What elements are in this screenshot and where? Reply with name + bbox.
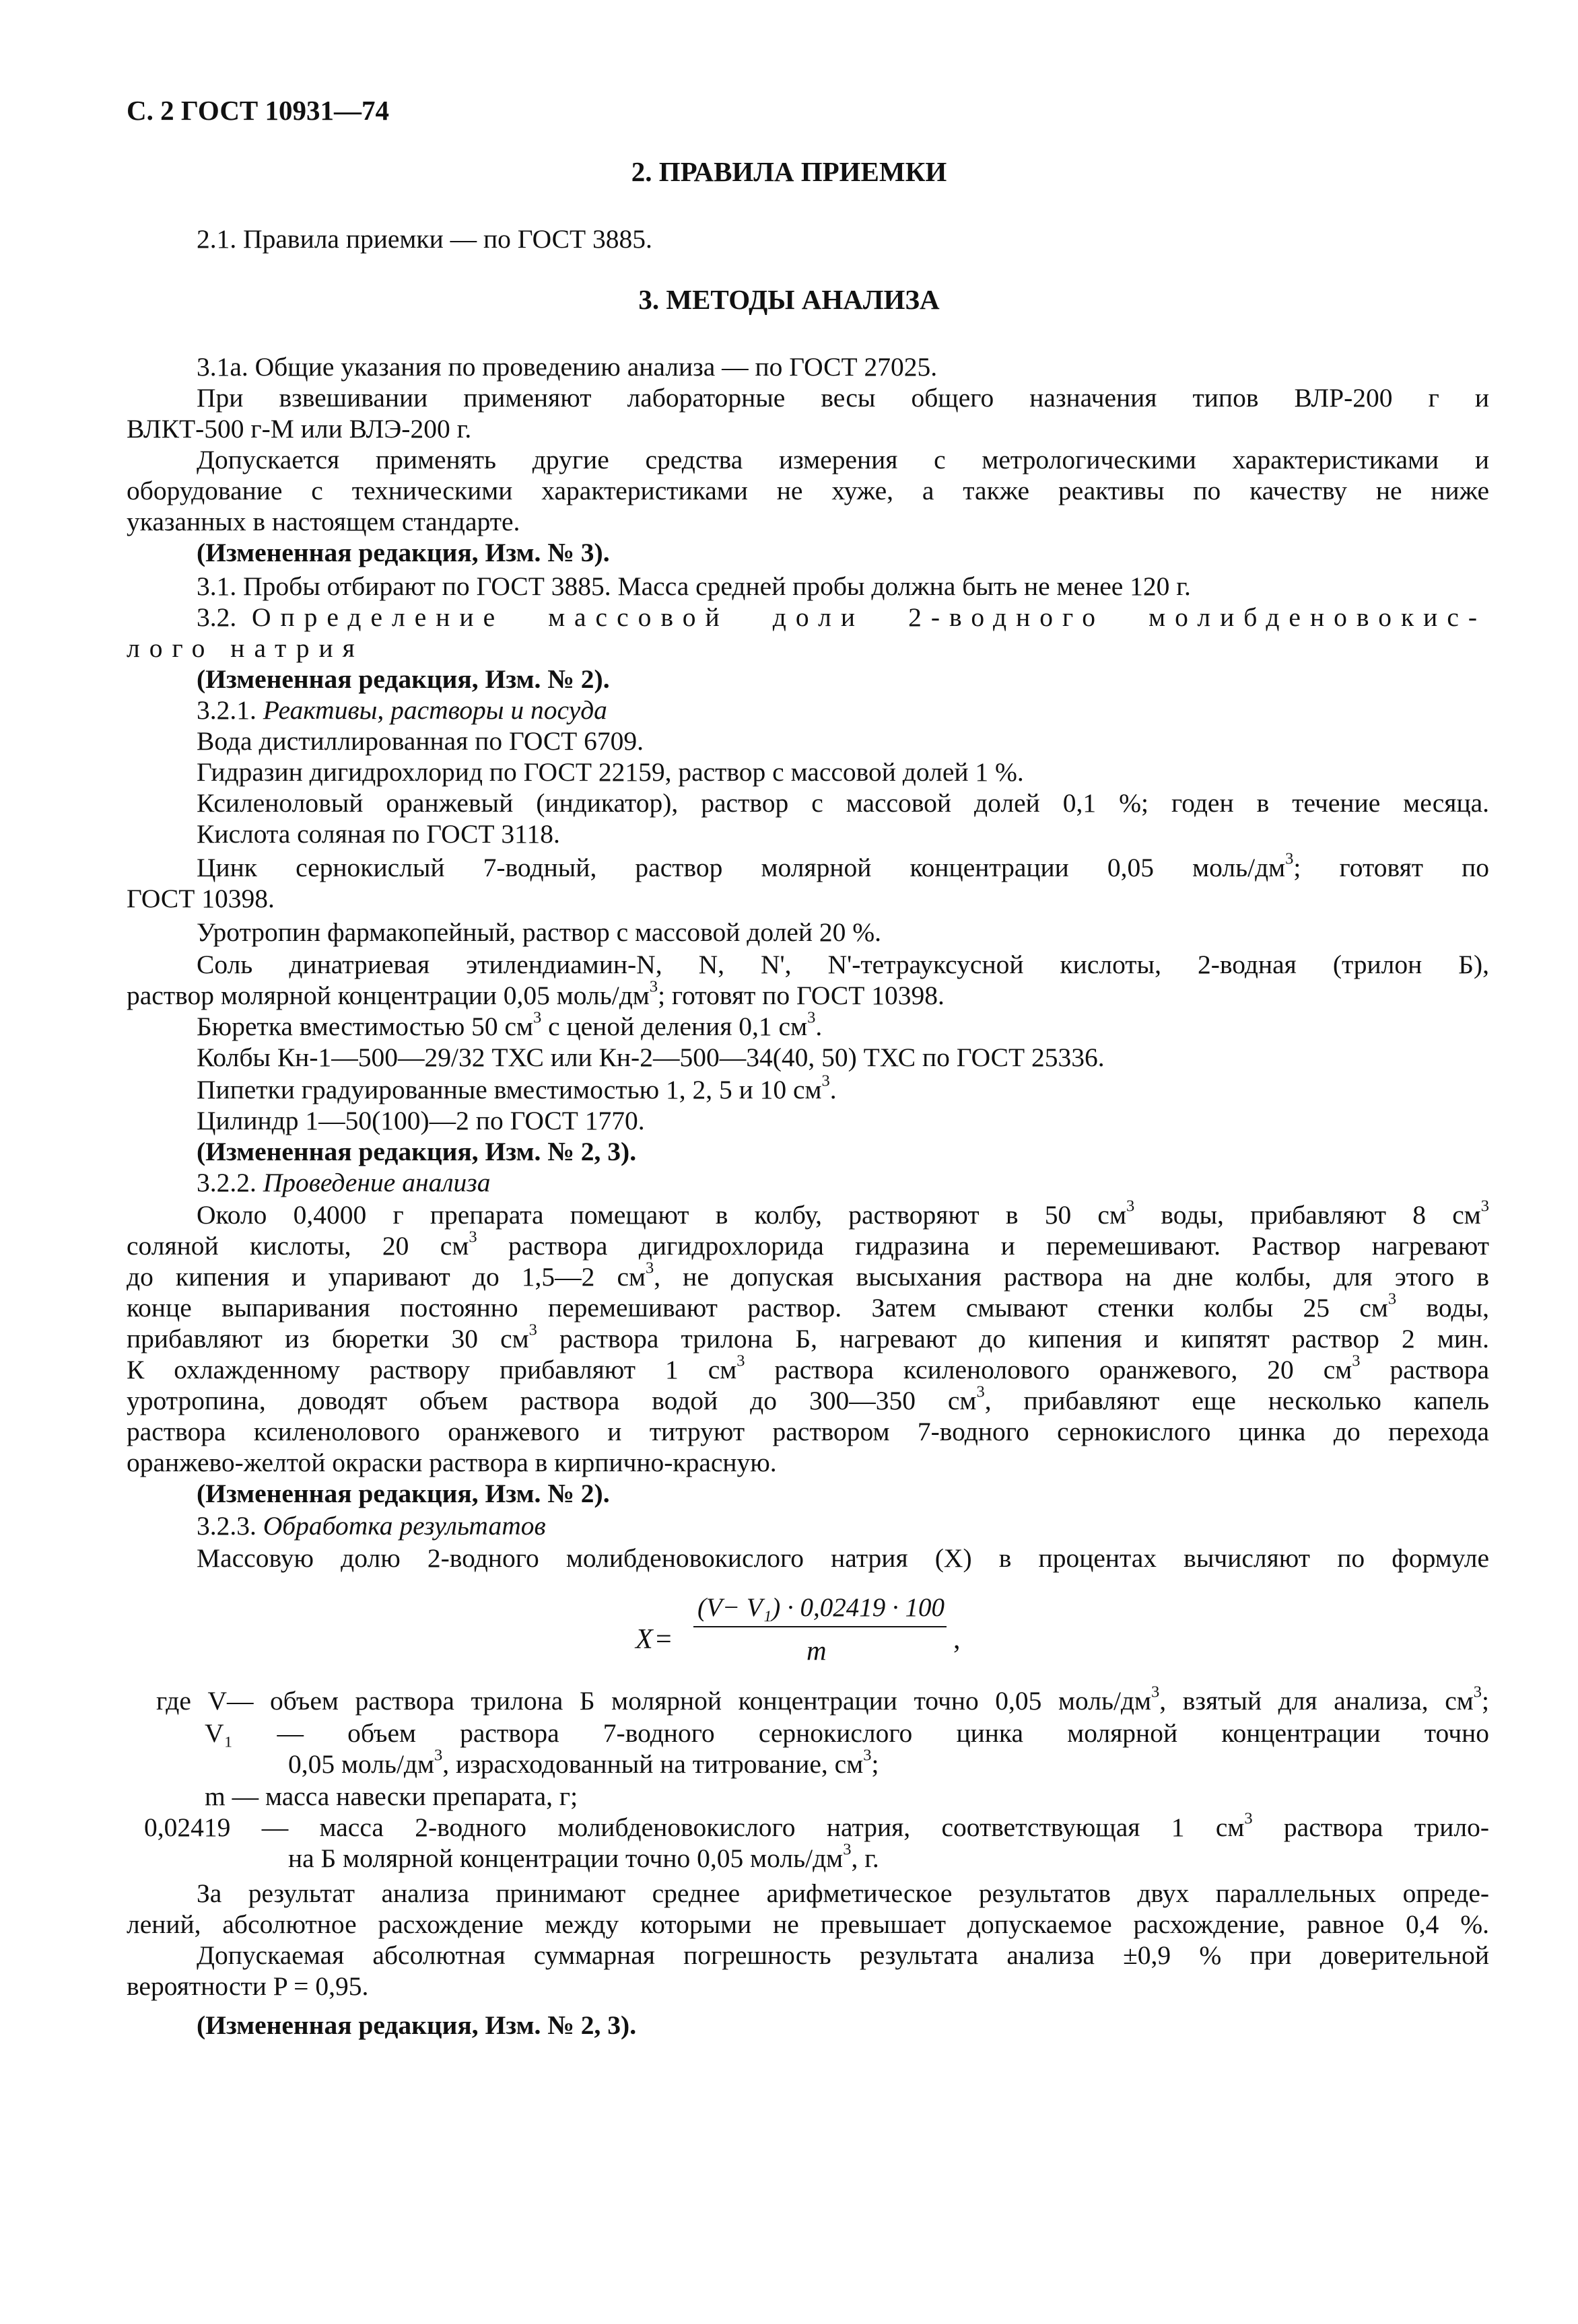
clause-subtitle: Проведение анализа (263, 1168, 491, 1197)
clause-3-2-number: 3.2. (197, 602, 237, 632)
formula (626, 1592, 1003, 1687)
text-segment: где V— объем раствора трилона Б молярной концентрации точно 0,05 моль/дм (156, 1686, 1152, 1716)
reagent-trilon-line-1: Соль динатриевая этилендиамин-N, N, N', N'-тетрауксусной кислоты, 2-водная (трилон Б), (197, 950, 1489, 979)
text-segment: Пипетки градуированные вместимостью 1, 2, 5 и 10 см (197, 1075, 822, 1104)
text-segment: Бюретка вместимостью 50 см (197, 1012, 533, 1041)
superscript: 3 (843, 1840, 852, 1859)
page-header: С. 2 ГОСТ 10931—74 (127, 95, 390, 126)
superscript: 3 (1352, 1351, 1361, 1370)
superscript: 3 (646, 1259, 654, 1277)
text-segment: ; готовят по ГОСТ 10398. (658, 981, 945, 1010)
reagent-trilon-line-2 (127, 977, 945, 1011)
text-segment: конце выпаривания постоянно перемешивают раствор. Затем смывают стенки колбы 25 см (127, 1293, 1388, 1323)
text-segment: раствора трило- (1252, 1812, 1489, 1842)
text-segment: с ценой деления 0,1 см (541, 1012, 808, 1041)
formula-comma: , (953, 1624, 961, 1655)
superscript: 3 (821, 1071, 830, 1090)
formula-lhs: X (636, 1624, 653, 1655)
where-line-3 (288, 1746, 879, 1780)
superscript: 3 (649, 977, 658, 996)
clause-subtitle: Реактивы, растворы и посуда (263, 695, 607, 725)
text-segment: ; (871, 1749, 879, 1779)
superscript: 3 (1126, 1197, 1135, 1216)
revision-note: (Измененная редакция, Изм. № 2). (197, 1479, 610, 1508)
clause-3-2-title-line-2: лого натрия (127, 633, 364, 663)
weighing-line-1: При взвешивании применяют лабораторные весы общего назначения типов ВЛР-200 г и (197, 383, 1489, 413)
section-3-title: 3. МЕТОДЫ АНАЛИЗА (638, 284, 940, 315)
text-segment: , прибавляют еще несколько капель (984, 1386, 1489, 1415)
analysis-line-3 (127, 1261, 1489, 1292)
result-line-2: лений, абсолютное расхождение между которыми не превышает допускаемое расхождение, равное 0,4 %. (127, 1909, 1489, 1939)
text-segment: соляной кислоты, 20 см (127, 1231, 469, 1261)
superscript: 3 (528, 1321, 537, 1339)
superscript: 3 (533, 1008, 542, 1027)
clause-3-2-3 (197, 1510, 546, 1541)
text-segment: раствора ксиленолового оранжевого, 20 см (745, 1355, 1352, 1384)
where-line-1 (156, 1685, 1489, 1716)
text-segment: ; готовят по (1293, 853, 1489, 882)
superscript: 3 (1151, 1683, 1160, 1701)
analysis-line-4 (127, 1292, 1489, 1323)
clause-3-1a: 3.1а. Общие указания по проведению анализа — по ГОСТ 27025. (197, 352, 938, 382)
text-segment: . (829, 1075, 837, 1104)
formula-equals: = (656, 1624, 672, 1655)
text-segment: Около 0,4000 г препарата помещают в колбу, растворяют в 50 см (197, 1200, 1126, 1230)
analysis-line-9: оранжево-желтой окраски раствора в кирпично-красную. (127, 1448, 777, 1477)
where-line-4: m — масса навески препарата, г; (205, 1782, 578, 1811)
text-segment: раствор молярной концентрации 0,05 моль/дм (127, 981, 650, 1010)
text-segment: 0,02419 — масса 2-водного молибденовокислого натрия, соответствующая 1 см (144, 1812, 1245, 1842)
formula-numerator: (V− V₁) · 0,02419 · 100 (697, 1593, 945, 1622)
text-segment: , израсходованный на титрование, см (442, 1749, 864, 1779)
allowance-line-1: Допускается применять другие средства измерения с метрологическими характеристиками и (197, 445, 1489, 474)
superscript: 3 (434, 1746, 443, 1765)
text-segment: раствора дигидрохлорида гидразина и перемешивают. Раствор нагревают (477, 1231, 1489, 1261)
fraction-bar (693, 1626, 947, 1627)
reagent-water: Вода дистиллированная по ГОСТ 6709. (197, 726, 644, 756)
formula-denominator: m (807, 1635, 827, 1666)
superscript: 3 (976, 1382, 985, 1401)
superscript: 3 (469, 1228, 477, 1246)
clause-subtitle: Обработка результатов (263, 1511, 546, 1541)
text-segment: до кипения и упаривают до 1,5—2 см (127, 1262, 646, 1292)
analysis-line-1 (197, 1199, 1489, 1230)
text-segment: раствора трилона Б, нагревают до кипения и кипятят раствор 2 мин. (537, 1324, 1489, 1353)
equipment-flasks: Колбы Кн-1—500—29/32 ТХС или Кн-2—500—34(40, 50) ТХС по ГОСТ 25336. (197, 1043, 1105, 1072)
analysis-line-7 (127, 1382, 1489, 1416)
equipment-burette (197, 1008, 823, 1042)
result-line-1: За результат анализа принимают среднее арифметическое результатов двух параллельных опреде- (197, 1878, 1489, 1908)
error-line-2: вероятности P = 0,95. (127, 1971, 369, 2001)
equipment-cylinder: Цилиндр 1—50(100)—2 по ГОСТ 1770. (197, 1106, 645, 1135)
equipment-pipettes (197, 1071, 837, 1105)
text-segment: , взятый для анализа, см (1159, 1686, 1474, 1716)
text-segment: 0,05 моль/дм (288, 1749, 435, 1779)
revision-note: (Измененная редакция, Изм. № 2). (197, 664, 610, 694)
analysis-line-8: раствора ксиленолового оранжевого и титруют раствором 7-водного сернокислого цинка до перехода (127, 1417, 1489, 1446)
superscript: 3 (736, 1351, 745, 1370)
text-segment: , г. (851, 1843, 879, 1873)
analysis-line-2 (127, 1230, 1489, 1261)
text-segment: воды, прибавляют 8 см (1134, 1200, 1481, 1230)
text-segment: . (815, 1012, 823, 1041)
clause-number: 3.2.2. (197, 1168, 256, 1197)
error-line-1: Допускаемая абсолютная суммарная погрешность результата анализа ±0,9 % при доверительной (197, 1940, 1489, 1970)
text-segment: Цинк сернокислый 7-водный, раствор молярной концентрации 0,05 моль/дм (197, 853, 1286, 882)
allowance-line-2: оборудование с техническими характеристиками не хуже, а также реактивы по качеству не ниже (127, 476, 1489, 505)
analysis-line-6 (127, 1351, 1489, 1385)
text-segment: К охлажденному раствору прибавляют 1 см (127, 1355, 737, 1384)
clause-number: 3.2.3. (197, 1511, 256, 1541)
superscript: 3 (1244, 1809, 1253, 1828)
text-segment: раствора (1360, 1355, 1489, 1384)
superscript: 3 (1473, 1683, 1482, 1701)
superscript: 3 (1387, 1290, 1397, 1308)
reagent-xylenol-orange: Ксиленоловый оранжевый (индикатор), раствор с массовой долей 0,1 %; годен в течение месяца. (197, 788, 1489, 818)
reagent-zinc-sulfate-line-1 (197, 849, 1489, 883)
clause-3-2-title-line-1: Определение массовой доли 2-водного молибденовокис- (252, 602, 1486, 632)
revision-note: (Измененная редакция, Изм. № 2, 3). (197, 2010, 637, 2040)
clause-number: 3.2.1. (197, 695, 256, 725)
calculation-intro: Массовую долю 2-водного молибденовокислого натрия (X) в процентах вычисляют по формуле (197, 1543, 1489, 1573)
section-2-title: 2. ПРАВИЛА ПРИЕМКИ (631, 156, 947, 187)
superscript: 3 (1285, 849, 1294, 868)
clause-2-1: 2.1. Правила приемки — по ГОСТ 3885. (197, 224, 652, 254)
text-segment: на Б молярной концентрации точно 0,05 моль/дм (288, 1843, 844, 1873)
text-segment: уротропина, доводят объем раствора водой до 300—350 см (127, 1386, 977, 1415)
reagent-zinc-sulfate-line-2: ГОСТ 10398. (127, 884, 275, 913)
clause-3-1: 3.1. Пробы отбирают по ГОСТ 3885. Масса средней пробы должна быть не менее 120 г. (197, 571, 1191, 601)
reagent-urotropin: Уротропин фармакопейный, раствор с массовой долей 20 %. (197, 917, 882, 947)
superscript: 3 (863, 1746, 872, 1765)
reagent-hydrazine: Гидразин дигидрохлорид по ГОСТ 22159, раствор с массовой долей 1 %. (197, 757, 1024, 787)
where-line-5 (144, 1809, 1489, 1843)
where-line-2: V₁ — объем раствора 7-водного сернокислого цинка молярной концентрации точно (205, 1718, 1489, 1748)
analysis-line-5 (127, 1323, 1489, 1354)
text-segment: ; (1482, 1686, 1489, 1716)
reagent-hydrochloric-acid: Кислота соляная по ГОСТ 3118. (197, 819, 560, 849)
superscript: 3 (1480, 1197, 1490, 1216)
revision-note: (Измененная редакция, Изм. № 2, 3). (197, 1137, 637, 1166)
text-segment: воды, (1396, 1293, 1489, 1323)
clause-3-2-1 (197, 695, 607, 726)
superscript: 3 (807, 1008, 816, 1027)
where-line-6 (288, 1840, 879, 1874)
revision-note: (Измененная редакция, Изм. № 3). (197, 538, 610, 567)
text-segment: , не допуская высыхания раствора на дне колбы, для этого в (654, 1262, 1489, 1292)
allowance-line-3: указанных в настоящем стандарте. (127, 507, 520, 536)
weighing-line-2: ВЛКТ-500 г-М или ВЛЭ-200 г. (127, 414, 472, 444)
text-segment: прибавляют из бюретки 30 см (127, 1324, 529, 1353)
clause-3-2-2 (197, 1167, 490, 1198)
